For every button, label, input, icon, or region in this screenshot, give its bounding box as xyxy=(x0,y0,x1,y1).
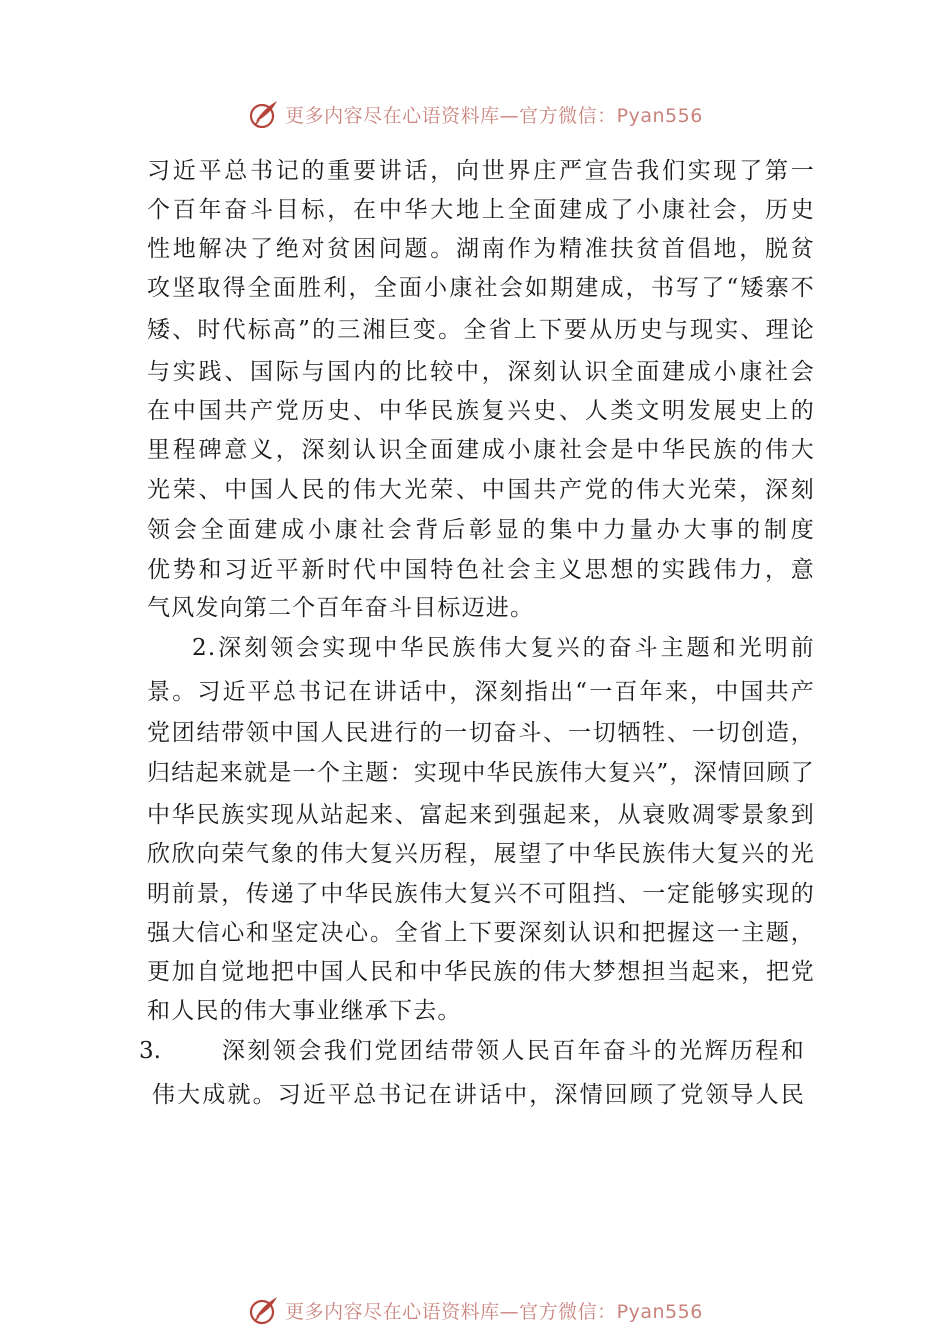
header-banner-text: 更多内容尽在心语资料库—官方微信：Pyan556 xyxy=(285,104,703,127)
body-line: 习近平总书记的重要讲话，向世界庄严宣告我们实现了第一 xyxy=(147,158,815,184)
body-line: 和人民的伟大事业继承下去。 xyxy=(147,998,462,1024)
body-line: 在中国共产党历史、中华民族复兴史、人类文明发展史上的 xyxy=(147,398,815,424)
body-line: 矮、时代标高”的三湘巨变。全省上下要从历史与现实、理论 xyxy=(147,317,815,343)
body-line: 光荣、中国人民的伟大光荣、中国共产党的伟大光荣，深刻 xyxy=(147,477,815,503)
body-line: 伟大成就。习近平总书记在讲话中，深情回顾了党领导人民 xyxy=(152,1082,805,1108)
body-line: 个百年奋斗目标，在中华大地上全面建成了小康社会，历史 xyxy=(147,197,815,223)
header-banner xyxy=(0,94,950,134)
section3-heading-line: 深刻领会我们党团结带领人民百年奋斗的光辉历程和 xyxy=(222,1038,805,1064)
body-line: 明前景，传递了中华民族伟大复兴不可阻挡、一定能够实现的 xyxy=(147,881,815,907)
quill-circle-logo-icon xyxy=(247,1293,281,1327)
quill-circle-logo-icon xyxy=(247,97,281,131)
body-line: 里程碑意义，深刻认识全面建成小康社会是中华民族的伟大 xyxy=(147,437,815,463)
body-line: 党团结带领中国人民进行的一切奋斗、一切牺牲、一切创造， xyxy=(147,720,815,746)
body-line: 气风发向第二个百年奋斗目标迈进。 xyxy=(147,595,535,621)
body-line: 性地解决了绝对贫困问题。湖南作为精准扶贫首倡地，脱贫 xyxy=(147,236,815,262)
body-line: 归结起来就是一个主题：实现中华民族伟大复兴”，深情回顾了 xyxy=(147,760,815,786)
footer-banner xyxy=(0,1290,950,1330)
body-line: 中华民族实现从站起来、富起来到强起来，从衰败凋零景象到 xyxy=(147,802,815,828)
section3-number: 3. xyxy=(139,1038,161,1064)
body-line: 与实践、国际与国内的比较中，深刻认识全面建成小康社会 xyxy=(147,359,815,385)
body-line: 优势和习近平新时代中国特色社会主义思想的实践伟力，意 xyxy=(147,557,815,583)
body-line: 欣欣向荣气象的伟大复兴历程，展望了中华民族伟大复兴的光 xyxy=(147,841,815,867)
body-line: 攻坚取得全面胜利，全面小康社会如期建成，书写了“矮寨不 xyxy=(147,275,815,301)
body-line: 景。习近平总书记在讲话中，深刻指出“一百年来，中国共产 xyxy=(147,679,815,705)
section2-heading-line: 2.深刻领会实现中华民族伟大复兴的奋斗主题和光明前 xyxy=(192,635,815,661)
body-line: 强大信心和坚定决心。全省上下要深刻认识和把握这一主题， xyxy=(147,920,815,946)
body-line: 领会全面建成小康社会背后彰显的集中力量办大事的制度 xyxy=(147,517,815,543)
body-line: 更加自觉地把中国人民和中华民族的伟大梦想担当起来，把党 xyxy=(147,959,815,985)
footer-banner-text: 更多内容尽在心语资料库—官方微信：Pyan556 xyxy=(285,1300,703,1323)
